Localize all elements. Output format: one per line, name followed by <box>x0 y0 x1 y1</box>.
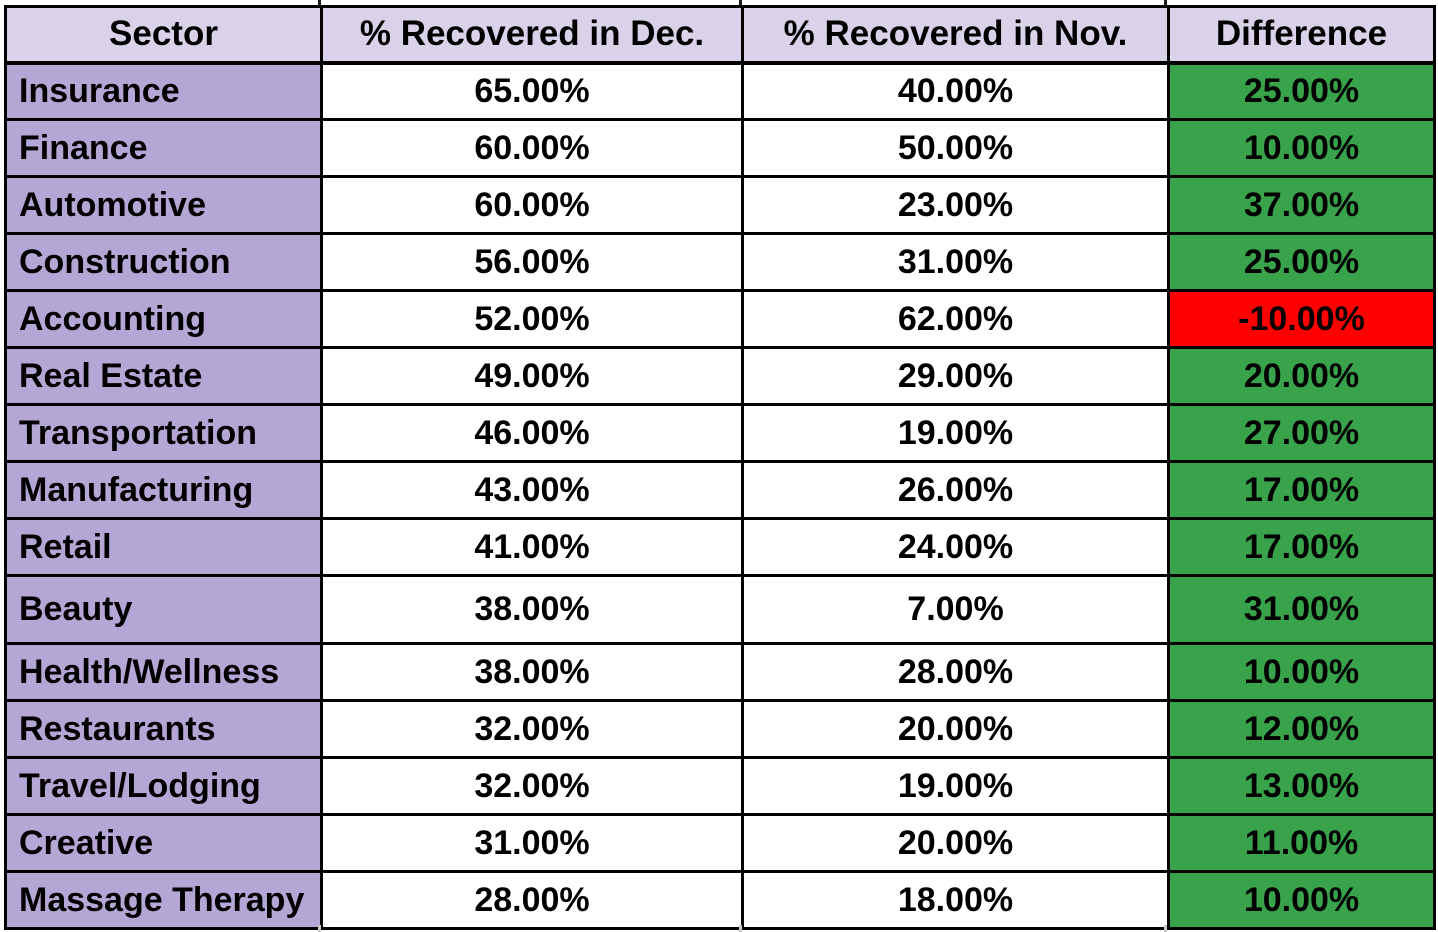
recovered-nov-cell: 62.00% <box>743 291 1169 348</box>
difference-cell: 37.00% <box>1169 177 1435 234</box>
sector-cell: Construction <box>6 234 322 291</box>
recovered-nov-cell: 23.00% <box>743 177 1169 234</box>
recovered-dec-cell: 32.00% <box>322 701 743 758</box>
table-row <box>6 291 1435 348</box>
difference-cell: 17.00% <box>1169 519 1435 576</box>
recovered-dec-cell: 60.00% <box>322 177 743 234</box>
recovered-nov-cell: 7.00% <box>743 576 1169 644</box>
difference-cell: -10.00% <box>1169 291 1435 348</box>
recovered-dec-cell: 38.00% <box>322 576 743 644</box>
header-row <box>6 7 1435 63</box>
difference-cell: 17.00% <box>1169 462 1435 519</box>
gridline-stub <box>1164 925 1167 932</box>
difference-cell: 20.00% <box>1169 348 1435 405</box>
difference-cell: 10.00% <box>1169 872 1435 929</box>
recovered-nov-cell: 18.00% <box>743 872 1169 929</box>
table-row <box>6 462 1435 519</box>
difference-cell: 31.00% <box>1169 576 1435 644</box>
recovered-dec-cell: 28.00% <box>322 872 743 929</box>
recovered-nov-cell: 24.00% <box>743 519 1169 576</box>
gridline-stub <box>739 925 742 932</box>
recovered-dec-cell: 56.00% <box>322 234 743 291</box>
table-row <box>6 63 1435 120</box>
recovered-nov-cell: 19.00% <box>743 405 1169 462</box>
recovered-nov-cell: 26.00% <box>743 462 1169 519</box>
sector-cell: Restaurants <box>6 701 322 758</box>
column-header-difference: Difference <box>1169 7 1435 63</box>
table-row <box>6 120 1435 177</box>
difference-cell: 13.00% <box>1169 758 1435 815</box>
recovered-nov-cell: 31.00% <box>743 234 1169 291</box>
table-row <box>6 348 1435 405</box>
table-row <box>6 177 1435 234</box>
table-row <box>6 815 1435 872</box>
sector-cell: Real Estate <box>6 348 322 405</box>
recovered-dec-cell: 46.00% <box>322 405 743 462</box>
sector-cell: Creative <box>6 815 322 872</box>
sector-cell: Beauty <box>6 576 322 644</box>
recovered-dec-cell: 52.00% <box>322 291 743 348</box>
sector-cell: Accounting <box>6 291 322 348</box>
recovered-dec-cell: 31.00% <box>322 815 743 872</box>
column-header-recovered-nov: % Recovered in Nov. <box>743 7 1169 63</box>
table-row <box>6 519 1435 576</box>
difference-cell: 25.00% <box>1169 63 1435 120</box>
sector-cell: Health/Wellness <box>6 644 322 701</box>
difference-cell: 10.00% <box>1169 644 1435 701</box>
table-row <box>6 234 1435 291</box>
column-header-sector: Sector <box>6 7 322 63</box>
sector-cell: Massage Therapy <box>6 872 322 929</box>
recovered-nov-cell: 50.00% <box>743 120 1169 177</box>
table-row <box>6 701 1435 758</box>
recovered-dec-cell: 41.00% <box>322 519 743 576</box>
gridline-stub <box>318 925 321 932</box>
table-row <box>6 576 1435 644</box>
table-row <box>6 644 1435 701</box>
recovered-dec-cell: 49.00% <box>322 348 743 405</box>
recovered-dec-cell: 32.00% <box>322 758 743 815</box>
recovered-nov-cell: 29.00% <box>743 348 1169 405</box>
sector-cell: Travel/Lodging <box>6 758 322 815</box>
table-row <box>6 872 1435 929</box>
table-header <box>6 7 1435 63</box>
sector-cell: Finance <box>6 120 322 177</box>
difference-cell: 12.00% <box>1169 701 1435 758</box>
recovered-nov-cell: 20.00% <box>743 701 1169 758</box>
recovered-nov-cell: 28.00% <box>743 644 1169 701</box>
table-row <box>6 405 1435 462</box>
sector-cell: Insurance <box>6 63 322 120</box>
difference-cell: 25.00% <box>1169 234 1435 291</box>
sector-cell: Transportation <box>6 405 322 462</box>
recovered-dec-cell: 65.00% <box>322 63 743 120</box>
sector-recovery-table <box>4 5 1436 930</box>
difference-cell: 27.00% <box>1169 405 1435 462</box>
table-body <box>6 63 1435 929</box>
difference-cell: 11.00% <box>1169 815 1435 872</box>
sector-cell: Retail <box>6 519 322 576</box>
difference-cell: 10.00% <box>1169 120 1435 177</box>
recovered-dec-cell: 60.00% <box>322 120 743 177</box>
recovered-nov-cell: 19.00% <box>743 758 1169 815</box>
sector-cell: Automotive <box>6 177 322 234</box>
recovered-dec-cell: 43.00% <box>322 462 743 519</box>
column-header-recovered-dec: % Recovered in Dec. <box>322 7 743 63</box>
recovered-nov-cell: 20.00% <box>743 815 1169 872</box>
sector-cell: Manufacturing <box>6 462 322 519</box>
recovered-nov-cell: 40.00% <box>743 63 1169 120</box>
recovered-dec-cell: 38.00% <box>322 644 743 701</box>
table-row <box>6 758 1435 815</box>
